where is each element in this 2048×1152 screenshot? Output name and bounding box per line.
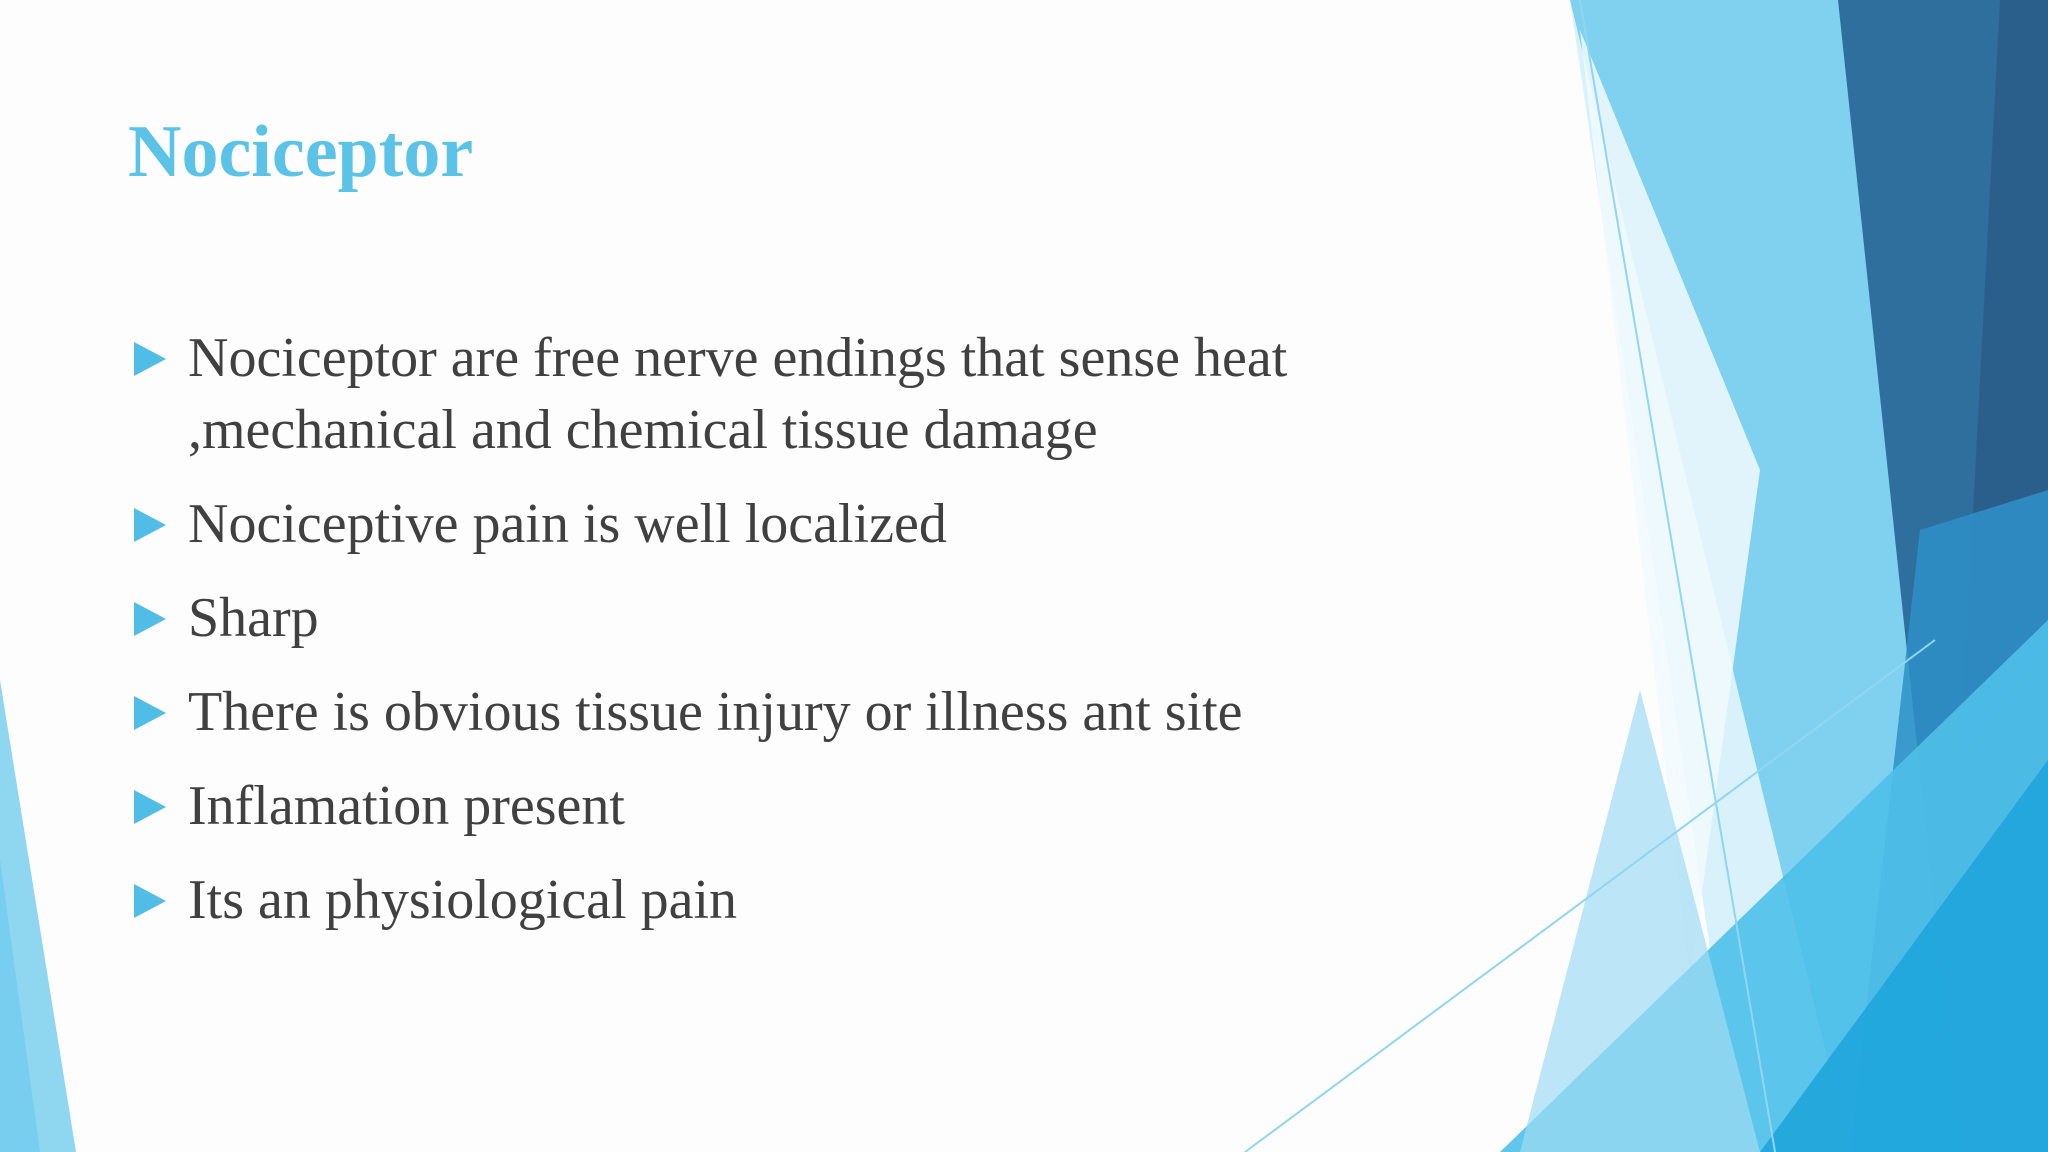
triangle-bullet-icon: [134, 342, 166, 376]
bullet-list: [130, 322, 1430, 958]
triangle-bullet-icon: [134, 602, 166, 636]
bullet-text: Nociceptor are free nerve endings that sense heat ,mechanical and chemical tissue damage: [188, 327, 1288, 461]
bullet-item: [130, 488, 1430, 560]
bullet-item: [130, 676, 1430, 748]
bullet-item: [130, 864, 1430, 936]
bullet-text: Inflamation present: [188, 775, 625, 837]
slide-title: Nociceptor: [128, 111, 474, 193]
bullet-text: Sharp: [188, 587, 319, 649]
bullet-text: Nociceptive pain is well localized: [188, 493, 947, 555]
triangle-bullet-icon: [134, 508, 166, 542]
triangle-bullet-icon: [134, 884, 166, 918]
triangle-bullet-icon: [134, 696, 166, 730]
bullet-item: [130, 582, 1430, 654]
bullet-item: [130, 322, 1430, 466]
bullet-text: Its an physiological pain: [188, 869, 738, 931]
triangle-bullet-icon: [134, 790, 166, 824]
bullet-item: [130, 770, 1430, 842]
bullet-text: There is obvious tissue injury or illness ant site: [188, 681, 1243, 743]
